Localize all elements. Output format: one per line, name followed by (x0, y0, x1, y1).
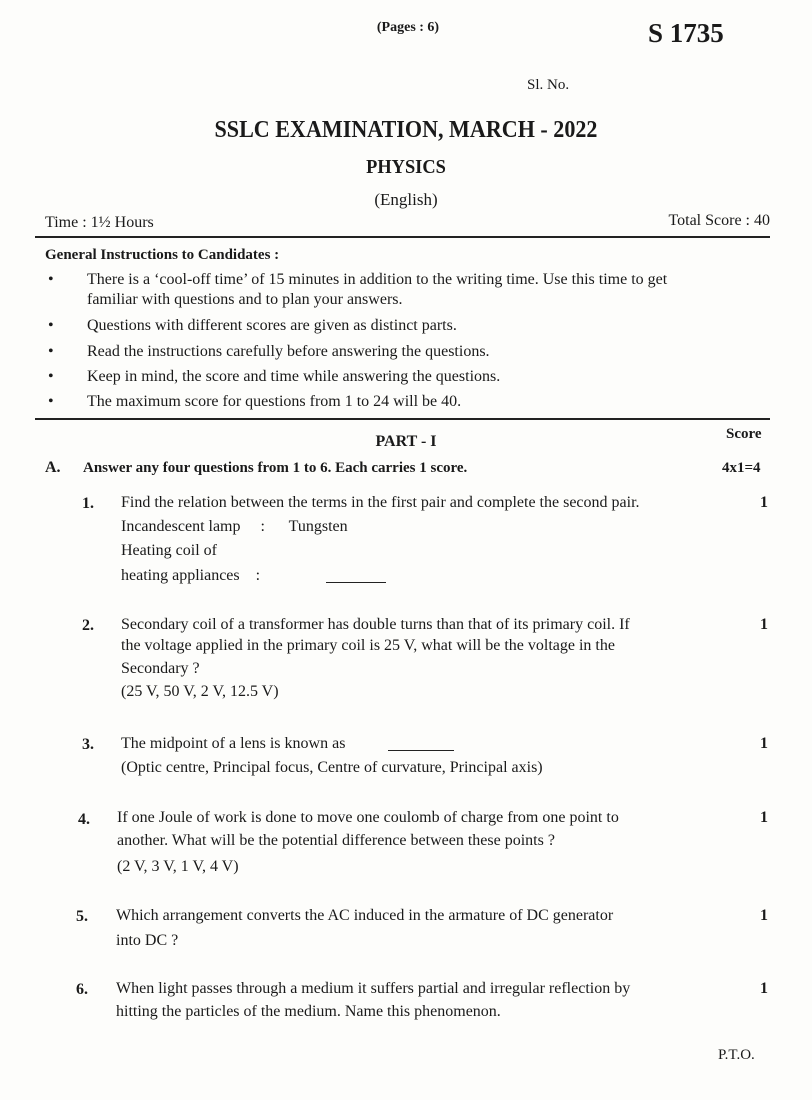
instruction-item: The maximum score for questions from 1 to 24 will be 40. (87, 393, 462, 410)
question-text: heating appliances : (121, 567, 261, 584)
divider (35, 418, 770, 420)
question-score: 1 (760, 616, 768, 633)
question-text: Which arrangement converts the AC induced in the armature of DC generator (116, 907, 614, 924)
bullet: • (48, 343, 54, 360)
section-score: 4x1=4 (722, 460, 761, 476)
question-text: the voltage applied in the primary coil is 25 V, what will be the voltage in the (121, 637, 615, 654)
section-instruction: Answer any four questions from 1 to 6. Each carries 1 score. (83, 460, 468, 476)
question-text: Secondary coil of a transformer has double turns than that of its primary coil. If (121, 616, 630, 633)
time-label: Time : 1½ Hours (45, 214, 154, 231)
question-number: 4. (78, 811, 90, 828)
question-text: If one Joule of work is done to move one coulomb of charge from one point to (117, 809, 619, 826)
question-score: 1 (760, 980, 768, 997)
question-text: Secondary ? (121, 660, 200, 677)
instruction-item: Read the instructions carefully before answering the questions. (87, 343, 490, 360)
question-text: (2 V, 3 V, 1 V, 4 V) (117, 858, 239, 875)
part-title: PART - I (375, 433, 437, 450)
instruction-item: Keep in mind, the score and time while answering the questions. (87, 368, 501, 385)
question-text: (Optic centre, Principal focus, Centre of curvature, Principal axis) (121, 759, 543, 776)
question-number: 2. (82, 617, 94, 634)
section-letter: A. (45, 459, 61, 476)
instructions-heading: General Instructions to Candidates : (45, 247, 280, 263)
answer-blank (388, 738, 454, 751)
bullet: • (48, 317, 54, 334)
answer-blank (326, 570, 386, 583)
total-score-label: Total Score : 40 (668, 212, 770, 229)
question-text: Heating coil of (121, 542, 217, 559)
page-count: (Pages : 6) (376, 20, 440, 35)
paper-code: S 1735 (648, 18, 724, 48)
question-text: another. What will be the potential difference between these points ? (117, 832, 555, 849)
question-number: 1. (82, 495, 94, 512)
question-text: Find the relation between the terms in the first pair and complete the second pair. (121, 494, 640, 511)
serial-number-label: Sl. No. (527, 77, 570, 93)
question-score: 1 (760, 907, 768, 924)
question-text: (25 V, 50 V, 2 V, 12.5 V) (121, 683, 279, 700)
instruction-item: Questions with different scores are given as distinct parts. (87, 317, 457, 334)
question-number: 6. (76, 981, 88, 998)
instruction-item: familiar with questions and to plan your answers. (87, 291, 403, 308)
bullet: • (48, 368, 54, 385)
bullet: • (48, 271, 54, 288)
question-score: 1 (760, 809, 768, 826)
question-score: 1 (760, 735, 768, 752)
question-text: The midpoint of a lens is known as (121, 735, 346, 752)
instruction-item: There is a ‘cool-off time’ of 15 minutes in addition to the writing time. Use this time to get (87, 271, 668, 288)
question-text: When light passes through a medium it suffers partial and irregular reflection by (116, 980, 631, 997)
question-score: 1 (760, 494, 768, 511)
exam-title: SSLC EXAMINATION, MARCH - 2022 (214, 117, 598, 143)
score-column-label: Score (726, 426, 762, 442)
question-text: into DC ? (116, 932, 179, 949)
divider (35, 236, 770, 238)
question-number: 3. (82, 736, 94, 753)
language-label: (English) (374, 190, 438, 209)
question-text: Incandescent lamp : Tungsten (121, 518, 348, 535)
please-turn-over: P.T.O. (718, 1047, 755, 1063)
question-number: 5. (76, 908, 88, 925)
question-text: hitting the particles of the medium. Name this phenomenon. (116, 1003, 501, 1020)
subject-title: PHYSICS (366, 156, 446, 178)
bullet: • (48, 393, 54, 410)
